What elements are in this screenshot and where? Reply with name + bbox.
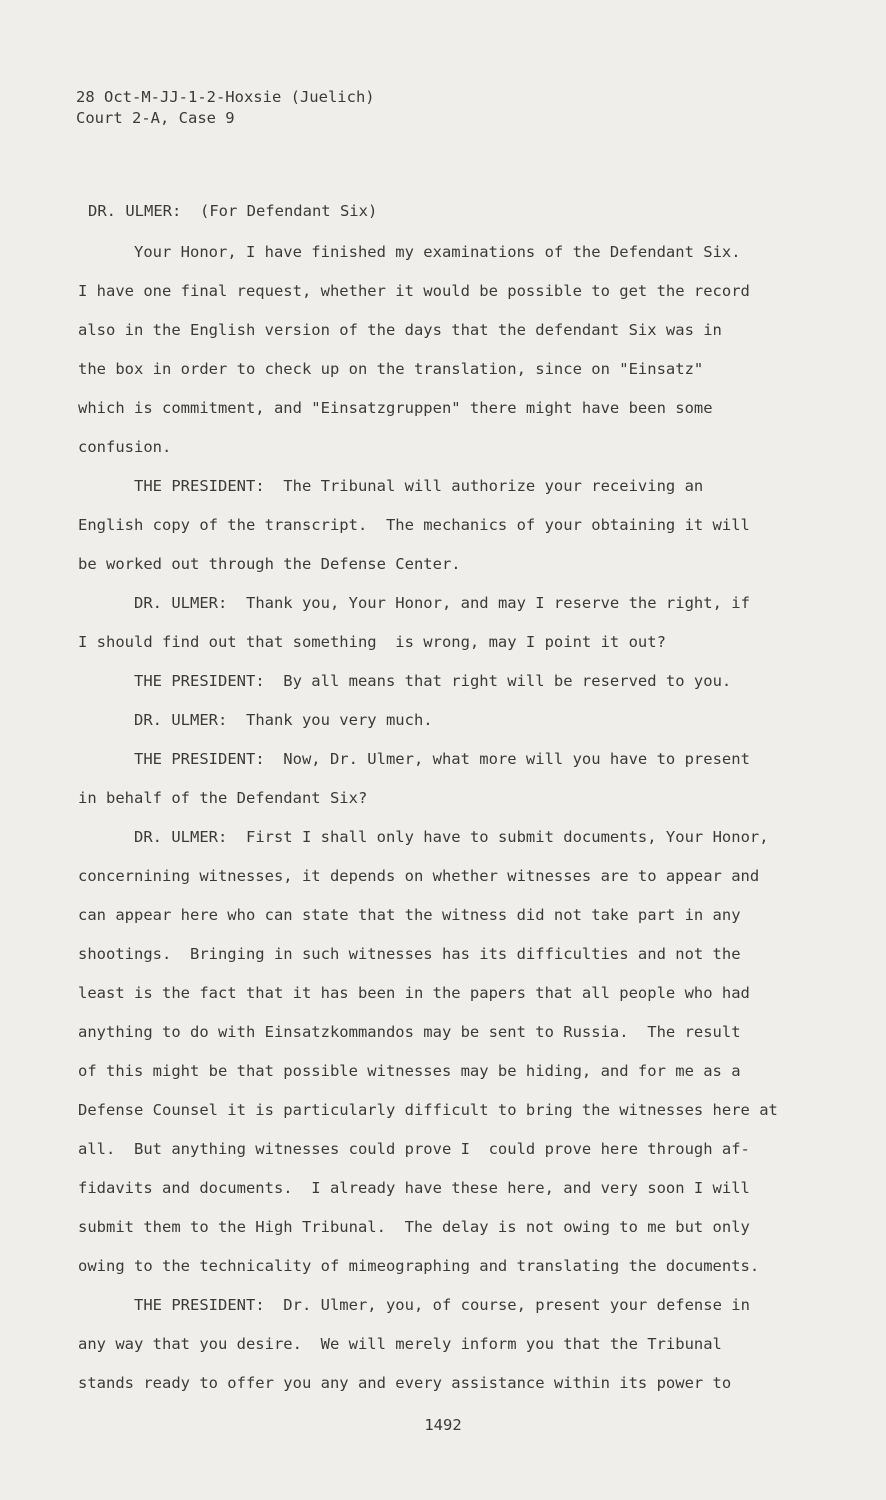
speaker-intro: DR. ULMER: (For Defendant Six) [88,202,378,220]
transcript-line: all. But anything witnesses could prove I could prove here through af- [78,1140,750,1158]
page-number: 1492 [424,1416,462,1434]
transcript-line: confusion. [78,438,172,456]
transcript-line: any way that you desire. We will merely inform you that the Tribunal [78,1335,722,1353]
transcript-line: THE PRESIDENT: Now, Dr. Ulmer, what more will you have to present [134,750,750,768]
transcript-line: I should find out that something is wrong, may I point it out? [78,633,666,651]
header-line-1: 28 Oct-M-JJ-1-2-Hoxsie (Juelich) [76,88,375,106]
transcript-body [78,240,818,1410]
document-header [76,87,375,129]
transcript-line: DR. ULMER: Thank you, Your Honor, and may I reserve the right, if [134,594,750,612]
transcript-line: DR. ULMER: First I shall only have to submit documents, Your Honor, [134,828,769,846]
transcript-line: in behalf of the Defendant Six? [78,789,368,807]
transcript-line: I have one final request, whether it would be possible to get the record [78,282,750,300]
transcript-line: THE PRESIDENT: By all means that right will be reserved to you. [134,672,732,690]
transcript-line: owing to the technicality of mimeographing and translating the documents. [78,1257,760,1275]
transcript-line: shootings. Bringing in such witnesses has its difficulties and not the [78,945,741,963]
transcript-line: anything to do with Einsatzkommandos may be sent to Russia. The result [78,1023,741,1041]
transcript-line: concernining witnesses, it depends on whether witnesses are to appear and [78,867,760,885]
transcript-line: be worked out through the Defense Center. [78,555,461,573]
transcript-line: stands ready to offer you any and every assistance within its power to [78,1374,732,1392]
transcript-line: the box in order to check up on the translation, since on "Einsatz" [78,360,704,378]
transcript-line: can appear here who can state that the witness did not take part in any [78,906,741,924]
transcript-line: DR. ULMER: Thank you very much. [134,711,433,729]
transcript-line: least is the fact that it has been in the papers that all people who had [78,984,750,1002]
transcript-line: Defense Counsel it is particularly difficult to bring the witnesses here at [78,1101,778,1119]
header-line-2: Court 2-A, Case 9 [76,109,235,127]
transcript-line: submit them to the High Tribunal. The delay is not owing to me but only [78,1218,750,1236]
transcript-line: THE PRESIDENT: The Tribunal will authorize your receiving an [134,477,704,495]
transcript-line: THE PRESIDENT: Dr. Ulmer, you, of course, present your defense in [134,1296,750,1314]
transcript-line: English copy of the transcript. The mechanics of your obtaining it will [78,516,750,534]
transcript-line: which is commitment, and "Einsatzgruppen" there might have been some [78,399,713,417]
transcript-line: of this might be that possible witnesses may be hiding, and for me as a [78,1062,741,1080]
transcript-line: fidavits and documents. I already have these here, and very soon I will [78,1179,750,1197]
transcript-line: Your Honor, I have finished my examinations of the Defendant Six. [134,243,741,261]
transcript-line: also in the English version of the days that the defendant Six was in [78,321,722,339]
